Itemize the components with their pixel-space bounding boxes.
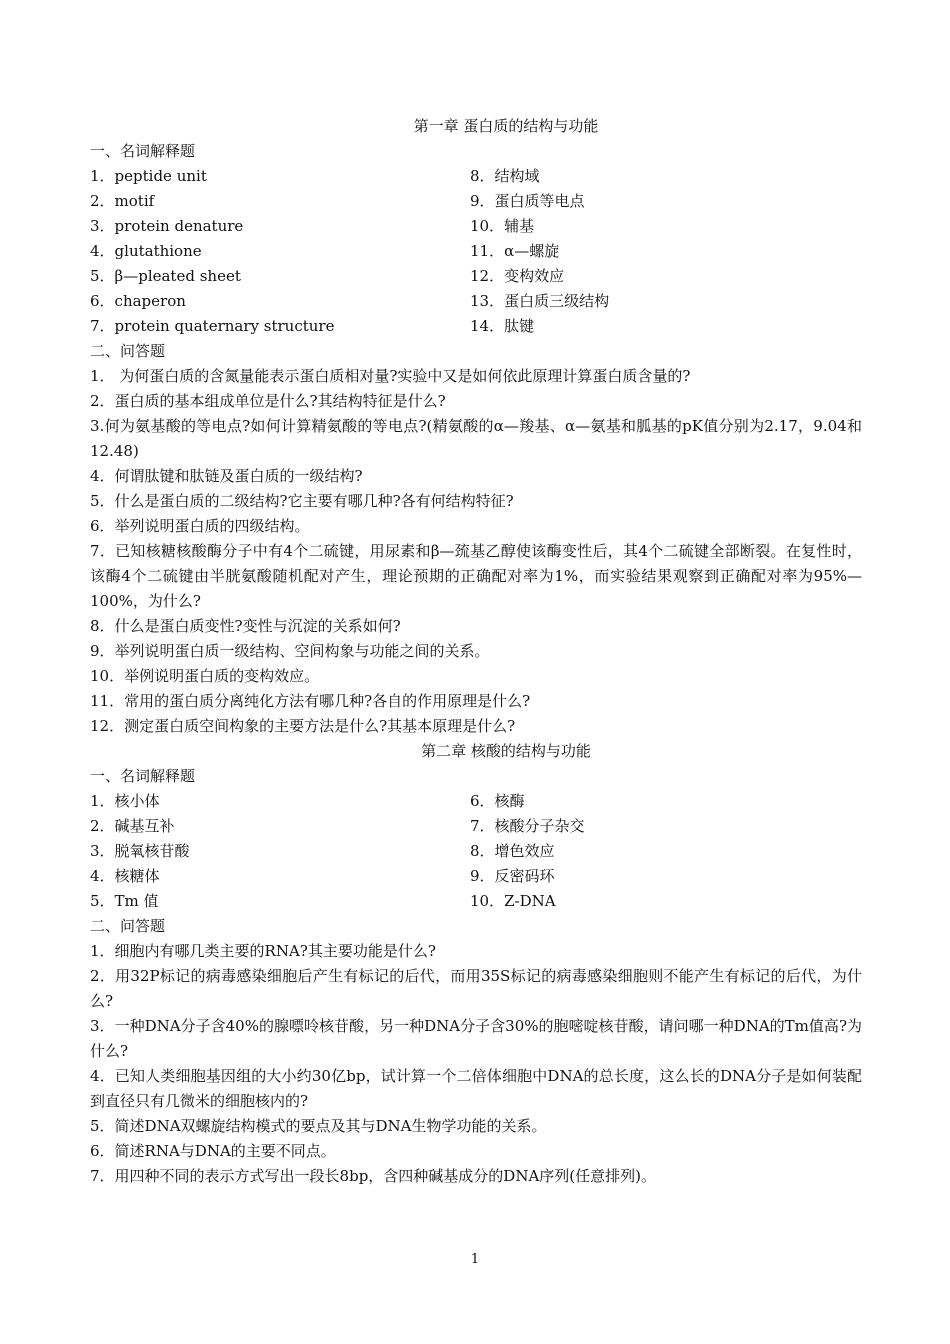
term-item: 9．反密码环 bbox=[470, 867, 555, 885]
term-item: 3．脱氧核苷酸 bbox=[90, 842, 190, 860]
question-item: 8．什么是蛋白质变性?变性与沉淀的关系如何? bbox=[90, 617, 401, 635]
term-item: 4．glutathione bbox=[90, 242, 202, 260]
term-item: 6．核酶 bbox=[470, 792, 525, 810]
question-item: 2．用32P标记的病毒感染细胞后产生有标记的后代，而用35S标记的病毒感染细胞则不能产生有标记的后代，为什么? bbox=[90, 967, 862, 1010]
term-item: 5．β—pleated sheet bbox=[90, 267, 241, 285]
question-item: 1． 为何蛋白质的含氮量能表示蛋白质相对量?实验中又是如何依此原理计算蛋白质含量的? bbox=[90, 367, 691, 385]
term-item: 7．核酸分子杂交 bbox=[470, 817, 585, 835]
question-item: 9．举列说明蛋白质一级结构、空间构象与功能之间的关系。 bbox=[90, 642, 490, 660]
term-item: 10．Z-DNA bbox=[470, 892, 556, 910]
question-item: 12．测定蛋白质空间构象的主要方法是什么?其基本原理是什么? bbox=[90, 717, 516, 735]
document-page bbox=[90, 114, 862, 1189]
term-item: 1．核小体 bbox=[90, 792, 160, 810]
term-list bbox=[90, 164, 862, 339]
section-heading-questions: 二、问答题 bbox=[90, 917, 166, 935]
section-heading-questions: 二、问答题 bbox=[90, 342, 166, 360]
term-item: 5．Tm 值 bbox=[90, 892, 159, 910]
question-item: 5．什么是蛋白质的二级结构?它主要有哪几种?各有何结构特征? bbox=[90, 492, 514, 510]
question-item: 2．蛋白质的基本组成单位是什么?其结构特征是什么? bbox=[90, 392, 446, 410]
chapter-title: 第二章 核酸的结构与功能 bbox=[421, 742, 591, 760]
section-heading-terms: 一、名词解释题 bbox=[90, 142, 196, 160]
term-item: 6．chaperon bbox=[90, 292, 186, 310]
section-heading-terms: 一、名词解释题 bbox=[90, 767, 196, 785]
term-list bbox=[90, 789, 862, 914]
term-item: 8．增色效应 bbox=[470, 842, 555, 860]
term-item: 13．蛋白质三级结构 bbox=[470, 292, 610, 310]
term-item: 2．motif bbox=[90, 192, 155, 210]
question-item: 7．已知核糖核酸酶分子中有4个二硫键，用尿素和β—巯基乙醇使该酶变性后，其4个二硫键全部断裂。在复性时，该酶4个二硫键由半胱氨酸随机配对产生，理论预期的正确配对率为1%，而实验结果观察到正确配对率为95%—100%，为什么? bbox=[90, 542, 862, 610]
term-item: 3．protein denature bbox=[90, 217, 244, 235]
page-number: 1 bbox=[470, 1252, 480, 1267]
question-item: 4．已知人类细胞基因组的大小约30亿bp，试计算一个二倍体细胞中DNA的总长度，这么长的DNA分子是如何装配到直径只有几微米的细胞核内的? bbox=[90, 1067, 862, 1110]
term-item: 1．peptide unit bbox=[90, 167, 207, 185]
question-item: 6．举列说明蛋白质的四级结构。 bbox=[90, 517, 310, 535]
question-item: 7．用四种不同的表示方式写出一段长8bp，含四种碱基成分的DNA序列(任意排列)。 bbox=[90, 1167, 656, 1185]
term-item: 7．protein quaternary structure bbox=[90, 317, 335, 335]
term-item: 14．肽键 bbox=[470, 317, 535, 335]
term-item: 10．辅基 bbox=[470, 217, 535, 235]
question-item: 6．简述RNA与DNA的主要不同点。 bbox=[90, 1142, 336, 1160]
question-item: 1．细胞内有哪几类主要的RNA?其主要功能是什么? bbox=[90, 942, 436, 960]
term-item: 11．α—螺旋 bbox=[470, 242, 560, 260]
term-item: 12．变构效应 bbox=[470, 267, 565, 285]
question-item: 10．举例说明蛋白质的变构效应。 bbox=[90, 667, 320, 685]
term-item: 2．碱基互补 bbox=[90, 817, 175, 835]
question-item: 3．一种DNA分子含40%的腺嘌呤核苷酸，另一种DNA分子含30%的胞嘧啶核苷酸，请问哪一种DNA的Tm值高?为什么? bbox=[90, 1017, 862, 1060]
question-item: 5．简述DNA双螺旋结构模式的要点及其与DNA生物学功能的关系。 bbox=[90, 1117, 547, 1135]
chapter-title: 第一章 蛋白质的结构与功能 bbox=[413, 117, 599, 135]
question-item: 11．常用的蛋白质分离纯化方法有哪几种?各自的作用原理是什么? bbox=[90, 692, 531, 710]
question-item: 3.何为氨基酸的等电点?如何计算精氨酸的等电点?(精氨酸的α—羧基、α—氨基和胍基的pK值分别为2.17，9.04和12.48) bbox=[90, 417, 862, 460]
question-item: 4．何谓肽键和肽链及蛋白质的一级结构? bbox=[90, 467, 363, 485]
term-item: 8．结构域 bbox=[470, 167, 540, 185]
term-item: 4．核糖体 bbox=[90, 867, 160, 885]
term-item: 9．蛋白质等电点 bbox=[470, 192, 585, 210]
